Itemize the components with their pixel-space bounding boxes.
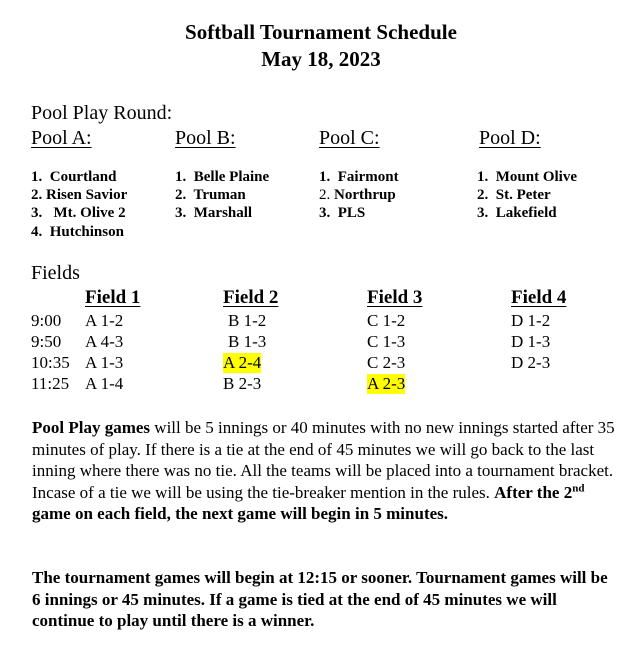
game-slot-3-field-4: D 2-3 (511, 353, 551, 372)
pool-c-team-1: 1. Fairmont (319, 169, 399, 185)
next-game-note: After the 2nd game on each field, the next game will begin in 5 minutes. (32, 482, 585, 524)
pool-b-team-3: 3. Marshall (175, 205, 253, 221)
game-slot-3-field-1: A 1-3 (85, 353, 124, 372)
game-slot-2-field-4: D 1-3 (511, 332, 551, 351)
pool-c-team-3: 3. PLS (319, 205, 366, 221)
field-4-heading: Field 4 (511, 287, 567, 308)
field-1-heading: Field 1 (85, 287, 141, 308)
time-slot-1: 9:00 (31, 311, 62, 330)
game-slot-2-field-3: C 1-3 (367, 332, 406, 351)
document-date: May 18, 2023 (261, 47, 381, 71)
pool-c-heading: Pool C: (319, 127, 380, 149)
pool-play-rules-body: will be 5 innings or 40 minutes with no new innings started after 35 minutes of play. If there is a tie at the end of 45 minutes we will go back to the last inning where there was no tie. All the teams will be placed into a tournament bracket. Incase of a tie we will be using the tie-breaker mention in the rules. (32, 418, 615, 502)
time-slot-4: 11:25 (31, 374, 70, 393)
game-slot-2-field-1: A 4-3 (85, 332, 124, 351)
game-slot-3-field-3: C 2-3 (367, 353, 406, 372)
pool-b-team-2: 2. Truman (175, 187, 246, 203)
pool-d-team-1: 1. Mount Olive (477, 169, 577, 185)
field-3-heading: Field 3 (367, 287, 423, 308)
game-slot-1-field-2: B 1-2 (228, 311, 267, 330)
pool-d-team-3: 3. Lakefield (477, 205, 557, 221)
game-slot-2-field-2: B 1-3 (228, 332, 267, 351)
pool-a-team-2: 2. Risen Savior (31, 187, 128, 203)
game-slot-1-field-3: C 1-2 (367, 311, 406, 330)
game-slot-4-field-1: A 1-4 (85, 374, 124, 393)
pool-a-team-3: 3. Mt. Olive 2 (31, 205, 126, 221)
fields-heading: Fields (31, 262, 80, 284)
game-slot-1-field-1: A 1-2 (85, 311, 124, 330)
time-slot-3: 10:35 (31, 353, 70, 372)
pool-b-heading: Pool B: (175, 127, 236, 149)
pool-d-team-2: 2. St. Peter (477, 187, 551, 203)
pool-play-heading: Pool Play Round: (31, 102, 173, 124)
time-slot-2: 9:50 (31, 332, 62, 351)
game-slot-4-field-2: B 2-3 (223, 374, 262, 393)
pool-a-heading: Pool A: (31, 127, 92, 149)
tournament-rules-paragraph: The tournament games will begin at 12:15 or sooner. Tournament games will be 6 innings or 45 minutes. If a game is tied at the end of 45 minutes we will continue to play until there is a winner. (32, 568, 608, 631)
game-slot-3-field-2-highlighted: A 2-4 (223, 353, 262, 372)
pool-play-games-lead: Pool Play games (32, 418, 151, 437)
pool-b-team-1: 1. Belle Plaine (175, 169, 270, 185)
game-slot-1-field-4: D 1-2 (511, 311, 551, 330)
pool-c-team-2: 2. Northrup (319, 187, 396, 203)
pool-d-heading: Pool D: (479, 127, 541, 149)
pool-a-team-4: 4. Hutchinson (31, 224, 124, 240)
field-2-heading: Field 2 (223, 287, 279, 308)
pool-play-rules-paragraph (32, 417, 617, 525)
pool-a-team-1: 1. Courtland (31, 169, 117, 185)
game-slot-4-field-3-highlighted: A 2-3 (367, 374, 406, 393)
document-title: Softball Tournament Schedule (185, 20, 457, 44)
